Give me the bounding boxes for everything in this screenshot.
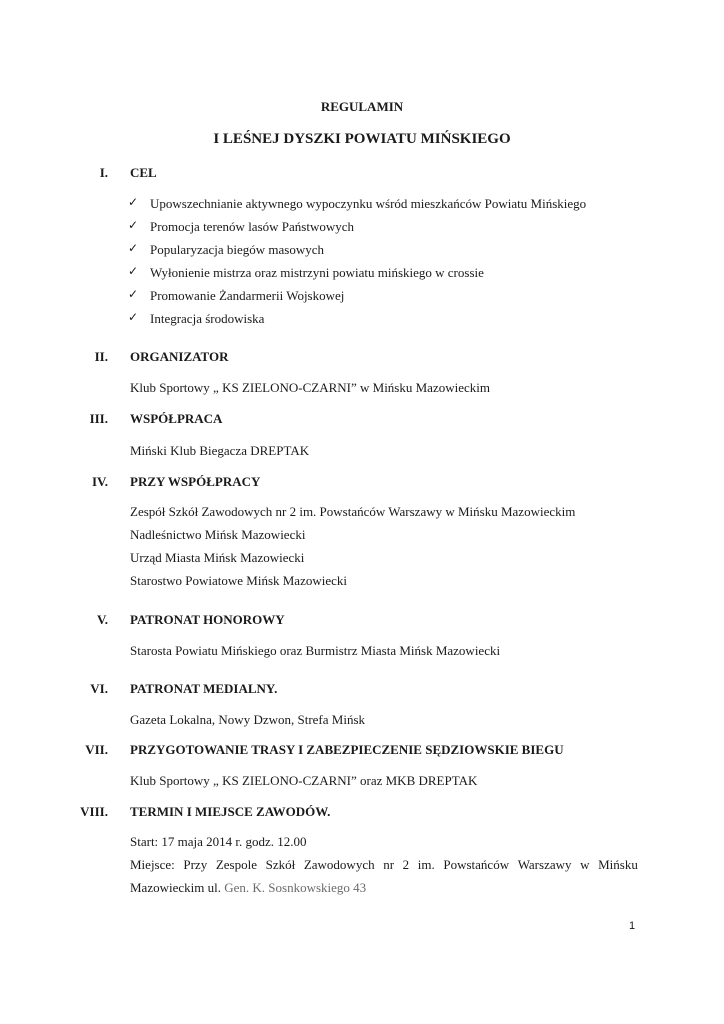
word: Zespole	[215, 857, 257, 872]
start-time-line: Start: 17 maja 2014 r. godz. 12.00	[130, 834, 307, 849]
page-number: 1	[629, 920, 636, 932]
section-heading: PATRONAT HONOROWY	[130, 612, 285, 627]
body-line: Miński Klub Biegacza DREPTAK	[130, 443, 310, 458]
section-number: II.	[94, 349, 108, 364]
body-line: Nadleśnictwo Mińsk Mazowiecki	[130, 527, 306, 542]
word: Warszawy	[517, 857, 572, 872]
section-heading: PRZYGOTOWANIE TRASY I ZABEZPIECZENIE SĘDZIOWSKIE BIEGU	[130, 742, 564, 757]
word: Szkół	[265, 857, 296, 872]
document-title: REGULAMIN	[320, 99, 404, 114]
body-line: Urząd Miasta Mińsk Mazowiecki	[130, 550, 305, 565]
section-heading: WSPÓŁPRACA	[130, 411, 223, 426]
bullet-item: ✓ Upowszechnianie aktywnego wypoczynku wśród mieszkańców Powiatu Mińskiego	[128, 195, 587, 211]
check-mark-icon: ✓	[128, 218, 139, 232]
section-number: III.	[89, 411, 108, 426]
check-mark-icon: ✓	[128, 264, 139, 278]
place-address-line: Mazowieckim ul. Gen. K. Sosnkowskiego 43	[130, 880, 367, 895]
word: w	[580, 857, 590, 872]
section-number: I.	[99, 165, 108, 180]
section-heading: TERMIN I MIEJSCE ZAWODÓW.	[130, 804, 331, 819]
word: im.	[417, 857, 435, 872]
section-heading: CEL	[130, 165, 157, 180]
check-mark-icon: ✓	[128, 195, 139, 209]
section-heading: PATRONAT MEDIALNY.	[130, 681, 278, 696]
check-mark-icon: ✓	[128, 310, 139, 324]
section-heading: ORGANIZATOR	[130, 349, 229, 364]
body-line: Gazeta Lokalna, Nowy Dzwon, Strefa Mińsk	[130, 712, 366, 727]
bullet-item: ✓ Wyłonienie mistrza oraz mistrzyni powiatu mińskiego w crossie	[128, 264, 484, 280]
check-mark-icon: ✓	[128, 287, 139, 301]
body-line: Starosta Powiatu Mińskiego oraz Burmistrz Miasta Mińsk Mazowiecki	[130, 643, 501, 658]
street-address: Gen. K. Sosnkowskiego 43	[224, 880, 367, 895]
bullet-item: ✓ Popularyzacja biegów masowych	[128, 241, 325, 257]
check-mark-icon: ✓	[128, 241, 139, 255]
body-line: Klub Sportowy „ KS ZIELONO-CZARNI” oraz MKB DREPTAK	[130, 773, 478, 788]
section-heading: PRZY WSPÓŁPRACY	[130, 474, 261, 489]
document-subtitle: I LEŚNEJ DYSZKI POWIATU MIŃSKIEGO	[213, 131, 511, 147]
word: Zawodowych	[303, 857, 375, 872]
body-line: Starostwo Powiatowe Mińsk Mazowiecki	[130, 573, 348, 588]
word: Przy	[183, 857, 208, 872]
word: Miejsce:	[130, 857, 175, 872]
section-number: V.	[97, 612, 108, 627]
bullet-item: ✓ Integracja środowiska	[128, 310, 265, 326]
bullet-item: ✓ Promowanie Żandarmerii Wojskowej	[128, 287, 345, 303]
section-number: VI.	[90, 681, 108, 696]
section-number: IV.	[91, 474, 108, 489]
place-line	[130, 857, 638, 873]
bullet-item: ✓ Promocja terenów lasów Państwowych	[128, 218, 354, 234]
word: Powstańców	[443, 857, 510, 872]
word: nr	[383, 857, 395, 872]
body-line: Zespół Szkół Zawodowych nr 2 im. Powstańców Warszawy w Mińsku Mazowieckim	[130, 504, 576, 519]
section-number: VIII.	[80, 804, 108, 819]
word: Mińsku	[598, 857, 638, 872]
section-number: VII.	[85, 742, 108, 757]
word: 2	[402, 857, 410, 872]
body-line: Klub Sportowy „ KS ZIELONO-CZARNI” w Mińsku Mazowieckim	[130, 380, 490, 395]
